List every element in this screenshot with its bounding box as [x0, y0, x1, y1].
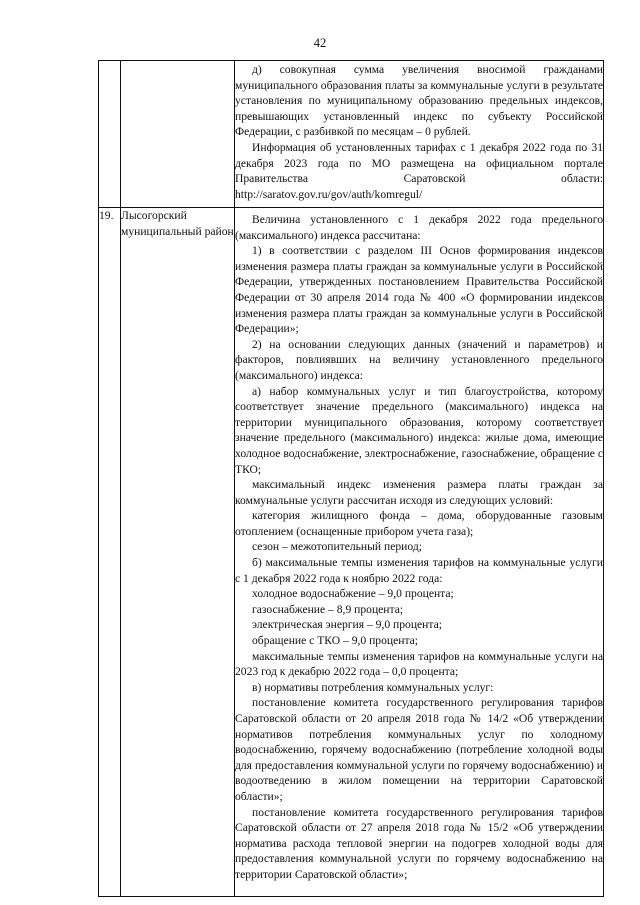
paragraph: категория жилищного фонда – дома, оборудованные газовым отоплением (оснащенные прибором учета газа); — [235, 509, 603, 538]
paragraph: сезон – межотопительный период; — [252, 540, 422, 554]
description-cell — [235, 208, 604, 897]
paragraph: холодное водоснабжение – 9,0 процента; — [252, 587, 454, 601]
paragraph: максимальный индекс изменения размера платы граждан за коммунальные услуги рассчитан исходя из следующих условий: — [235, 478, 603, 507]
table-row — [99, 61, 604, 208]
paragraph: в) нормативы потребления коммунальных услуг: — [252, 680, 494, 694]
paragraph: Величина установленного с 1 декабря 2022 года предельного (максимального) индекса рассчитана: — [235, 213, 603, 242]
paragraph: обращение с ТКО – 9,0 процента; — [252, 634, 419, 648]
paragraph: постановление комитета государственного регулирования тарифов Саратовской области от 27 апреля 2018 года № 15/2 «Об утверждении норматива расхода тепловой энергии на подогрев холодной воды для предоставления коммунальной услуги по горячему водоснабжению на территории Саратовской области»; — [235, 805, 603, 881]
table-row — [99, 208, 604, 897]
paragraph: д) совокупная сумма увеличения вносимой гражданами муниципального образования платы за коммунальные услуги в результате установления по муниципальному образованию предельных индексов, превышающих установленный индекс по субъекту Российской Федерации, с разбивкой по месяцам – 0 рублей. — [235, 63, 603, 139]
paragraph: 2) на основании следующих данных (значений и параметров) и факторов, повлиявших на величину установленного предельного (максимального) индекса: — [235, 337, 603, 382]
row-number-cell: 19. — [99, 208, 121, 897]
paragraph: постановление комитета государственного регулирования тарифов Саратовской области от 20 апреля 2018 года № 14/2 «Об утверждении нормативов потребления коммунальных услуг по холодному водоснабжению, горячему водоснабжению (потребление холодной воды для предоставления коммунальной услуги по горячему водоснабжению) и водоотведению в жилом помещении на территории Саратовской области»; — [235, 696, 603, 803]
paragraph: 1) в соответствии с разделом III Основ формирования индексов изменения размера платы граждан за коммунальные услуги в Российской Федерации, утвержденных постановлением Правительства Российской Федерации от 30 апреля 2014 года № 400 «О формировании индексов изменения размера платы граждан за коммунальные услуги в Российской Федерации»; — [235, 244, 603, 336]
description-cell — [235, 61, 604, 208]
municipal-index-table — [98, 60, 604, 897]
municipality-name-cell: Лысогорский муниципальный район — [121, 208, 235, 897]
row-number-cell — [99, 61, 121, 208]
portal-info-paragraph: Информация об установленных тарифах с 1 декабря 2022 года по 31 декабря 2023 года по МО размещена на официальном портале Правительства Саратовской области: http://saratov.gov.ru/gov/auth/komregul/ — [235, 140, 603, 201]
paragraph: электрическая энергия – 9,0 процента; — [252, 618, 442, 632]
paragraph: газоснабжение – 8,9 процента; — [252, 602, 404, 616]
municipality-name-cell — [121, 61, 235, 208]
paragraph: а) набор коммунальных услуг и тип благоустройства, которому соответствует значение предельного (максимального) индекса на территории муниципального образования, которому соответствует значение предельного (максимального) индекса: жилые дома, имеющие холодное водоснабжение, электроснабжение, газоснабжение, обращение с ТКО; — [235, 384, 603, 476]
paragraph: б) максимальные темпы изменения тарифов на коммунальные услуги с 1 декабря 2022 года к ноябрю 2022 года: — [235, 556, 603, 585]
paragraph: максимальные темпы изменения тарифов на коммунальные услуги на 2023 год к декабрю 2022 года – 0,0 процента; — [235, 649, 603, 679]
page-number: 42 — [313, 36, 327, 50]
